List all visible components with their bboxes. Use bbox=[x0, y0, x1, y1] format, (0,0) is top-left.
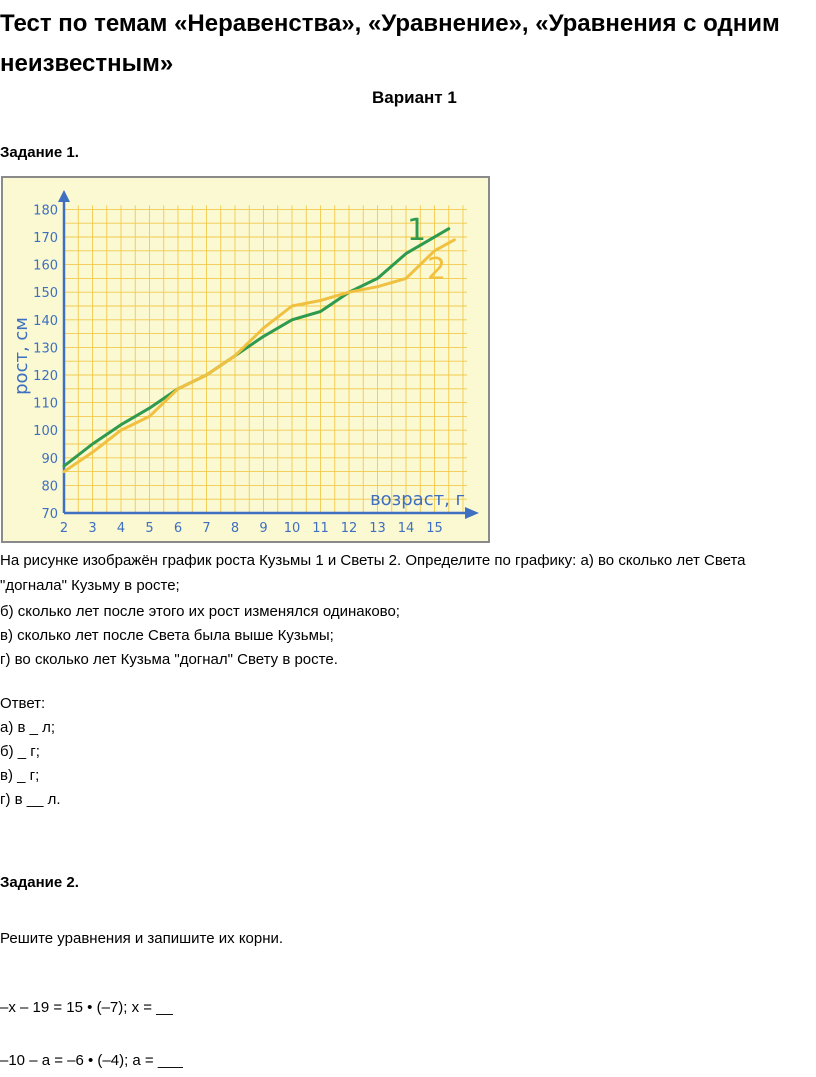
y-tick-label: 70 bbox=[41, 507, 58, 522]
task2-instruction: Решите уравнения и запишите их корни. bbox=[0, 930, 284, 947]
x-tick-label: 8 bbox=[230, 521, 240, 536]
y-tick-label: 110 bbox=[33, 396, 58, 412]
y-tick-label: 150 bbox=[33, 286, 58, 302]
x-tick-label: 15 bbox=[426, 521, 443, 536]
y-tick-label: 100 bbox=[33, 424, 58, 440]
x-tick-label: 7 bbox=[202, 521, 211, 536]
answer-a: а) в _ л; bbox=[0, 719, 56, 736]
answer-c: в) _ г; bbox=[0, 767, 40, 784]
y-tick-label: 80 bbox=[41, 479, 58, 495]
x-tick-label: 9 bbox=[259, 521, 268, 536]
y-tick-label: 90 bbox=[41, 451, 58, 467]
x-tick-label: 11 bbox=[312, 521, 329, 536]
equation-2: –10 – a = –6 • (–4); a = ___ bbox=[0, 1052, 183, 1069]
x-tick-label: 10 bbox=[283, 521, 301, 536]
page-title: Тест по темам «Неравенства», «Уравнение», «Уравнения с одним неизвестным» bbox=[0, 10, 780, 77]
answer-label: Ответ: bbox=[0, 695, 46, 712]
y-axis-title: рост, см bbox=[11, 317, 32, 395]
x-tick-label: 2 bbox=[59, 521, 69, 536]
y-tick-label: 120 bbox=[33, 369, 58, 384]
y-tick-label: 170 bbox=[33, 231, 58, 246]
task1-question-d: г) во сколько лет Кузьма "догнал" Свету в росте. bbox=[0, 651, 338, 668]
equation-1: –x – 19 = 15 • (–7); x = __ bbox=[0, 999, 173, 1016]
growth-chart-svg bbox=[3, 178, 488, 541]
x-axis-arrow bbox=[465, 507, 479, 519]
x-axis-title: возраст, г bbox=[370, 489, 465, 510]
growth-chart bbox=[1, 176, 490, 543]
variant-heading: Вариант 1 bbox=[372, 88, 457, 107]
answer-d: г) в __ л. bbox=[0, 791, 61, 808]
y-tick-label: 140 bbox=[33, 313, 58, 329]
series-label-2: 2 bbox=[427, 252, 447, 287]
x-tick-label: 4 bbox=[116, 521, 126, 536]
task1-heading: Задание 1. bbox=[0, 144, 79, 161]
y-axis-arrow bbox=[58, 190, 70, 202]
x-tick-label: 14 bbox=[397, 521, 415, 536]
y-tick-label: 130 bbox=[33, 341, 58, 357]
x-tick-label: 6 bbox=[173, 521, 183, 536]
x-tick-label: 13 bbox=[369, 521, 386, 536]
answer-b: б) _ г; bbox=[0, 743, 40, 760]
x-tick-label: 5 bbox=[145, 521, 154, 536]
series-label-1: 1 bbox=[407, 213, 427, 248]
x-tick-label: 3 bbox=[88, 521, 97, 536]
task1-question-b: б) сколько лет после этого их рост изменялся одинаково; bbox=[0, 603, 400, 620]
series-line-2 bbox=[64, 240, 454, 472]
y-tick-label: 180 bbox=[33, 203, 58, 219]
y-tick-label: 160 bbox=[33, 258, 58, 274]
task1-question-intro: На рисунке изображён график роста Кузьмы 1 и Светы 2. Определите по графику: а) во сколько лет Света "догнала" Кузьму в росте; bbox=[0, 552, 746, 594]
task2-heading: Задание 2. bbox=[0, 874, 79, 891]
x-tick-label: 12 bbox=[340, 521, 358, 536]
task1-question-c: в) сколько лет после Света была выше Кузьмы; bbox=[0, 627, 334, 644]
